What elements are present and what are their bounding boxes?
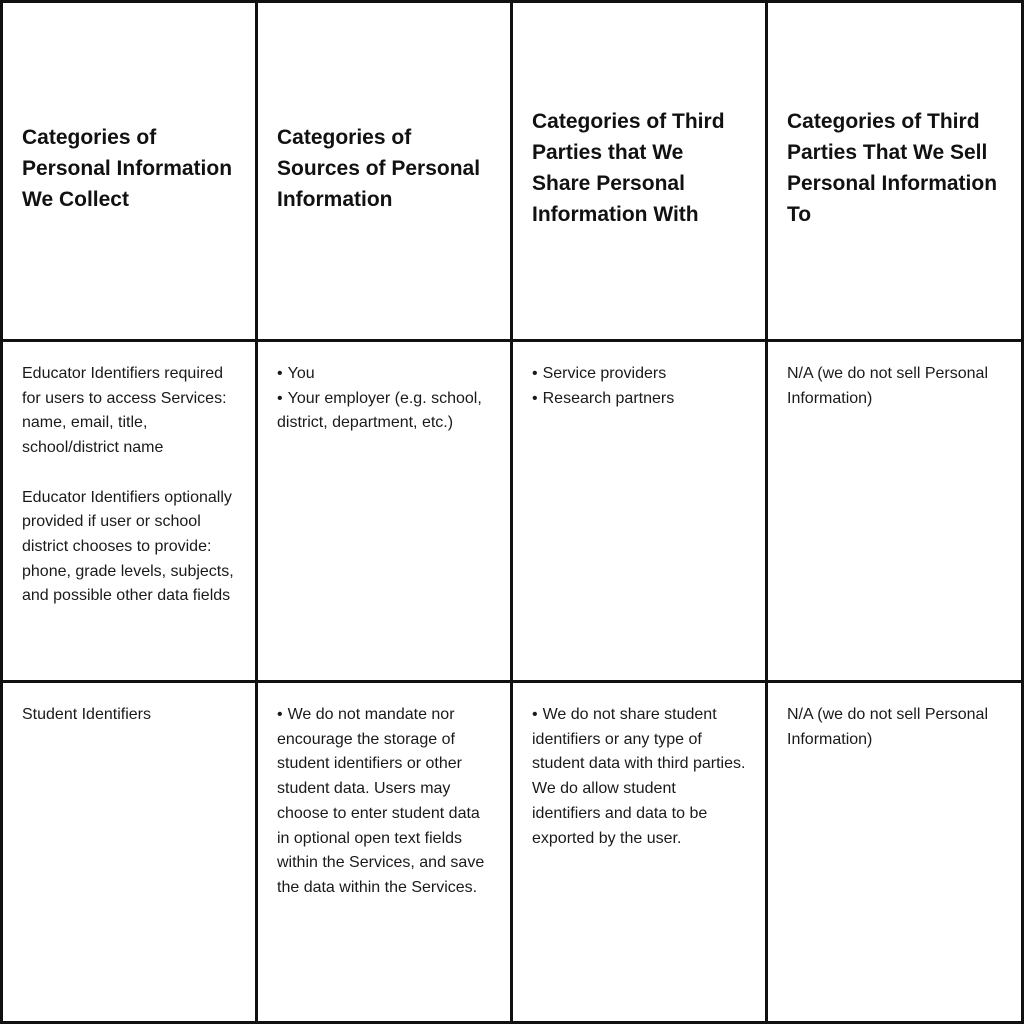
list-item xyxy=(532,387,747,412)
bullet-list xyxy=(277,362,492,436)
bullet-icon: • xyxy=(532,365,538,382)
cell-paragraph: N/A (we do not sell Personal Information) xyxy=(787,706,988,748)
list-item xyxy=(277,703,492,901)
header-text: Categories of Third Parties That We Sell Personal Information To xyxy=(787,110,998,226)
bullet-list xyxy=(532,362,747,411)
bullet-list xyxy=(532,703,747,851)
header-text: Categories of Third Parties that We Share Personal Information With xyxy=(532,110,725,226)
row1-category-cell xyxy=(3,342,258,683)
row1-sources-cell xyxy=(258,342,513,683)
header-text: Categories of Personal Information We Collect xyxy=(22,125,233,211)
list-item-text: Research partners xyxy=(542,389,675,407)
list-item xyxy=(532,703,747,851)
row2-sold-cell xyxy=(768,683,1021,1021)
cell-paragraph: Educator Identifiers optionally provided if user or school district chooses to provide: phone, grade levels, subjects, and possible other data fields xyxy=(22,488,234,605)
list-item xyxy=(277,387,492,436)
list-item-text: Service providers xyxy=(542,365,667,382)
list-item-text: We do not share student identifiers or any type of student data with third parties. We do allow student identifiers and data to be exported by the user. xyxy=(532,706,746,847)
row2-category-cell xyxy=(3,683,258,1021)
header-cell-shared-with xyxy=(513,3,768,342)
cell-paragraph: Educator Identifiers required for users to access Services: name, email, title, school/district name xyxy=(22,365,227,457)
row2-sources-cell xyxy=(258,683,513,1021)
row2-shared-cell xyxy=(513,683,768,1021)
bullet-icon: • xyxy=(532,706,538,723)
row1-shared-cell xyxy=(513,342,768,683)
list-item-text: We do not mandate nor encourage the storage of student identifiers or other student data. Users may choose to enter student data in optional open text fields within the Services, and save the data within the Services. xyxy=(277,706,485,896)
header-cell-sold-to xyxy=(768,3,1021,342)
header-cell-sources xyxy=(258,3,513,342)
bullet-icon: • xyxy=(532,389,538,407)
header-text: Categories of Sources of Personal Information xyxy=(277,125,481,211)
list-item-text: Your employer (e.g. school, district, department, etc.) xyxy=(277,389,482,432)
bullet-list xyxy=(277,703,492,901)
cell-paragraph: N/A (we do not sell Personal Information) xyxy=(787,365,988,407)
list-item-text: You xyxy=(287,365,315,382)
list-item xyxy=(277,362,492,387)
list-item xyxy=(532,362,747,387)
bullet-icon: • xyxy=(277,389,283,407)
bullet-icon: • xyxy=(277,365,283,382)
header-cell-categories-collected xyxy=(3,3,258,342)
cell-paragraph: Student Identifiers xyxy=(22,706,151,723)
row1-sold-cell xyxy=(768,342,1021,683)
bullet-icon: • xyxy=(277,706,283,723)
